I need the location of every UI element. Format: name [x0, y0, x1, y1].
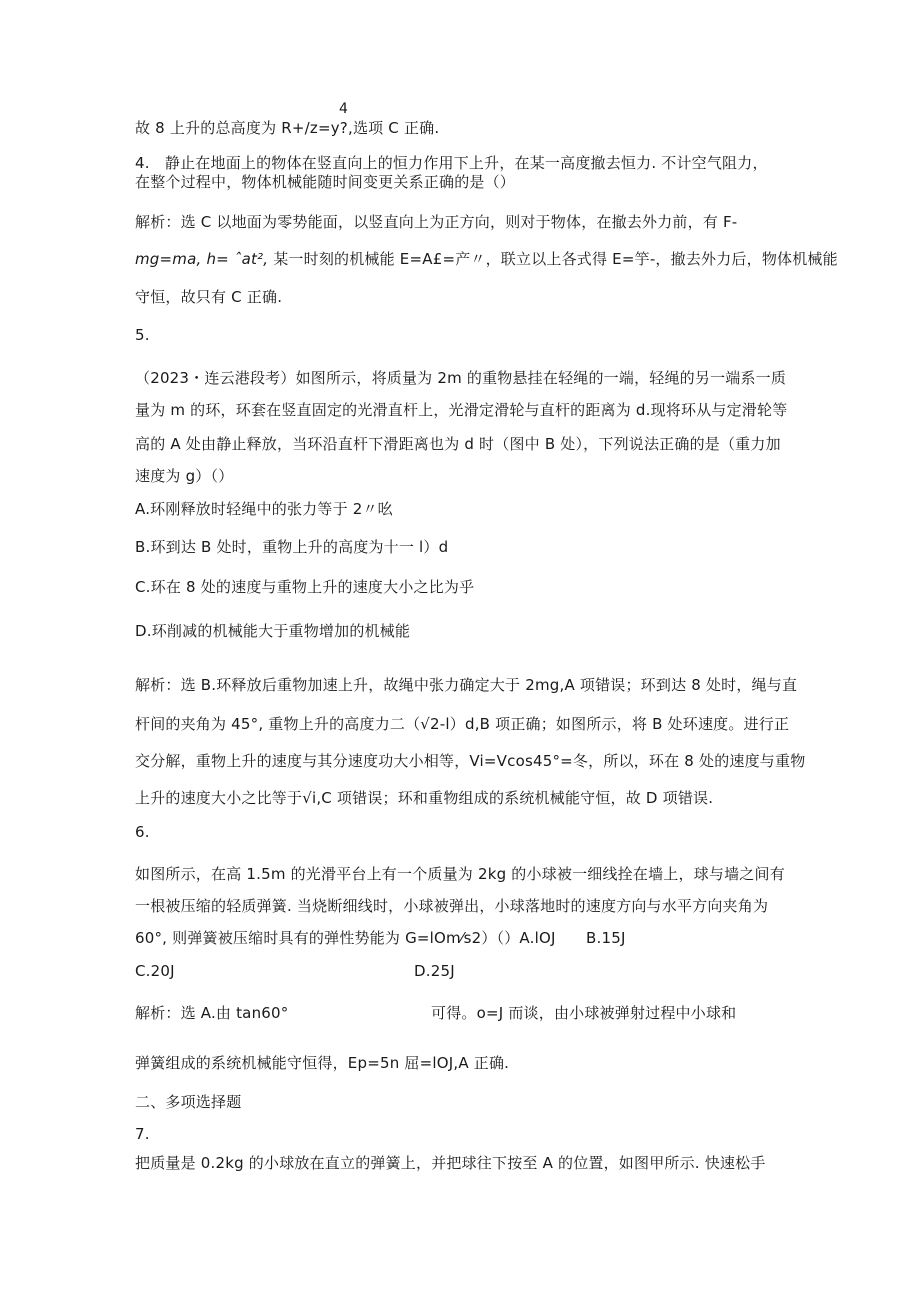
q7-number: 7. [135, 1125, 150, 1143]
q6-solution-line1a: 解析：选 A.由 tan60° [135, 1004, 289, 1022]
q4-stem-line1: 4. 静止在地面上的物体在竖直向上的恒力作用下上升，在某一高度撤去恒力. 不计空气阻力， [135, 154, 768, 172]
q5-solution-line1: 解析：选 B.环释放后重物加速上升，故绳中张力确定大于 2mg,A 项错误；环到达 8 处时，绳与直 [135, 676, 798, 694]
fraction-numerator: 4 [339, 101, 348, 117]
q6-option-d: D.25J [414, 962, 455, 980]
q6-stem-line1: 如图所示，在高 1.5m 的光滑平台上有一个质量为 2kg 的小球被一细线拴在墙上，球与墙之间有 [135, 865, 785, 883]
q5-solution-line2: 杆间的夹角为 45°, 重物上升的高度力二（√2-l）d,B 项正确；如图所示，将 B 处环速度。进行正 [135, 715, 790, 733]
q4-solution-line2-text: 某一时刻的机械能 E=A£=产〃，联立以上各式得 E=竽-，撤去外力后，物体机械能 [268, 250, 838, 268]
q5-option-b: B.环到达 B 处时，重物上升的高度为十一 l）d [135, 538, 449, 556]
q4-stem-line2: 在整个过程中，物体机械能随时间变更关系正确的是（） [135, 173, 516, 191]
q5-solution-line4: 上升的速度大小之比等于√i,C 项错误；环和重物组成的系统机械能守恒，故 D 项错误. [135, 789, 714, 807]
q5-option-a: A.环刚释放时轻绳中的张力等于 2〃吆 [135, 500, 393, 518]
q6-stem-line3: 60°, 则弹簧被压缩时具有的弹性势能为 G=lOm⁄s2）（）A.lOJ B.15J [135, 929, 626, 947]
q5-solution-line3: 交分解，重物上升的速度与其分速度功大小相等，Vi=Vcos45°=冬，所以，环在 8 处的速度与重物 [135, 752, 806, 770]
q6-number: 6. [135, 823, 150, 841]
q5-number: 5. [135, 326, 150, 344]
q4-solution-line1: 解析：选 C 以地面为零势能面，以竖直向上为正方向，则对于物体，在撤去外力前，有 F- [135, 213, 738, 231]
q5-option-d: D.环削减的机械能大于重物增加的机械能 [135, 622, 411, 640]
q5-stem-line2: 量为 m 的环，环套在竖直固定的光滑直杆上，光滑定滑轮与直杆的距离为 d.现将环从与定滑轮等 [135, 401, 788, 419]
q4-solution-line2 [135, 249, 838, 269]
q7-stem-line1: 把质量是 0.2kg 的小球放在直立的弹簧上，并把球往下按至 A 的位置，如图甲所示. 快速松手 [135, 1154, 766, 1172]
q6-solution-line1b: 可得。o=J 而谈，由小球被弹射过程中小球和 [431, 1004, 737, 1022]
q3-conclusion: 故 8 上升的总高度为 R+/z=y?,选项 C 正确. [135, 119, 440, 137]
q5-stem-line1: （2023・连云港段考）如图所示，将质量为 2m 的重物悬挂在轻绳的一端，轻绳的另一端系一质 [135, 369, 787, 387]
q5-stem-line4: 速度为 g）（） [135, 467, 234, 485]
q6-solution-line2: 弹簧组成的系统机械能守恒得，Ep=5n 屈=lOJ,A 正确. [135, 1054, 510, 1072]
q6-option-c: C.20J [135, 962, 175, 980]
q5-stem-line3: 高的 A 处由静止释放，当环沿直杆下滑距离也为 d 时（图中 B 处），下列说法正确的是（重力加 [135, 435, 781, 453]
q6-stem-line2: 一根被压缩的轻质弹簧. 当烧断细线时，小球被弹出，小球落地时的速度方向与水平方向夹角为 [135, 897, 769, 915]
section-heading: 二、多项选择题 [135, 1093, 242, 1111]
q4-solution-line3: 守恒，故只有 C 正确. [135, 288, 283, 306]
q4-solution-formula: mg=ma, h= ˆat², [135, 250, 269, 268]
q5-option-c: C.环在 8 处的速度与重物上升的速度大小之比为乎 [135, 578, 475, 596]
